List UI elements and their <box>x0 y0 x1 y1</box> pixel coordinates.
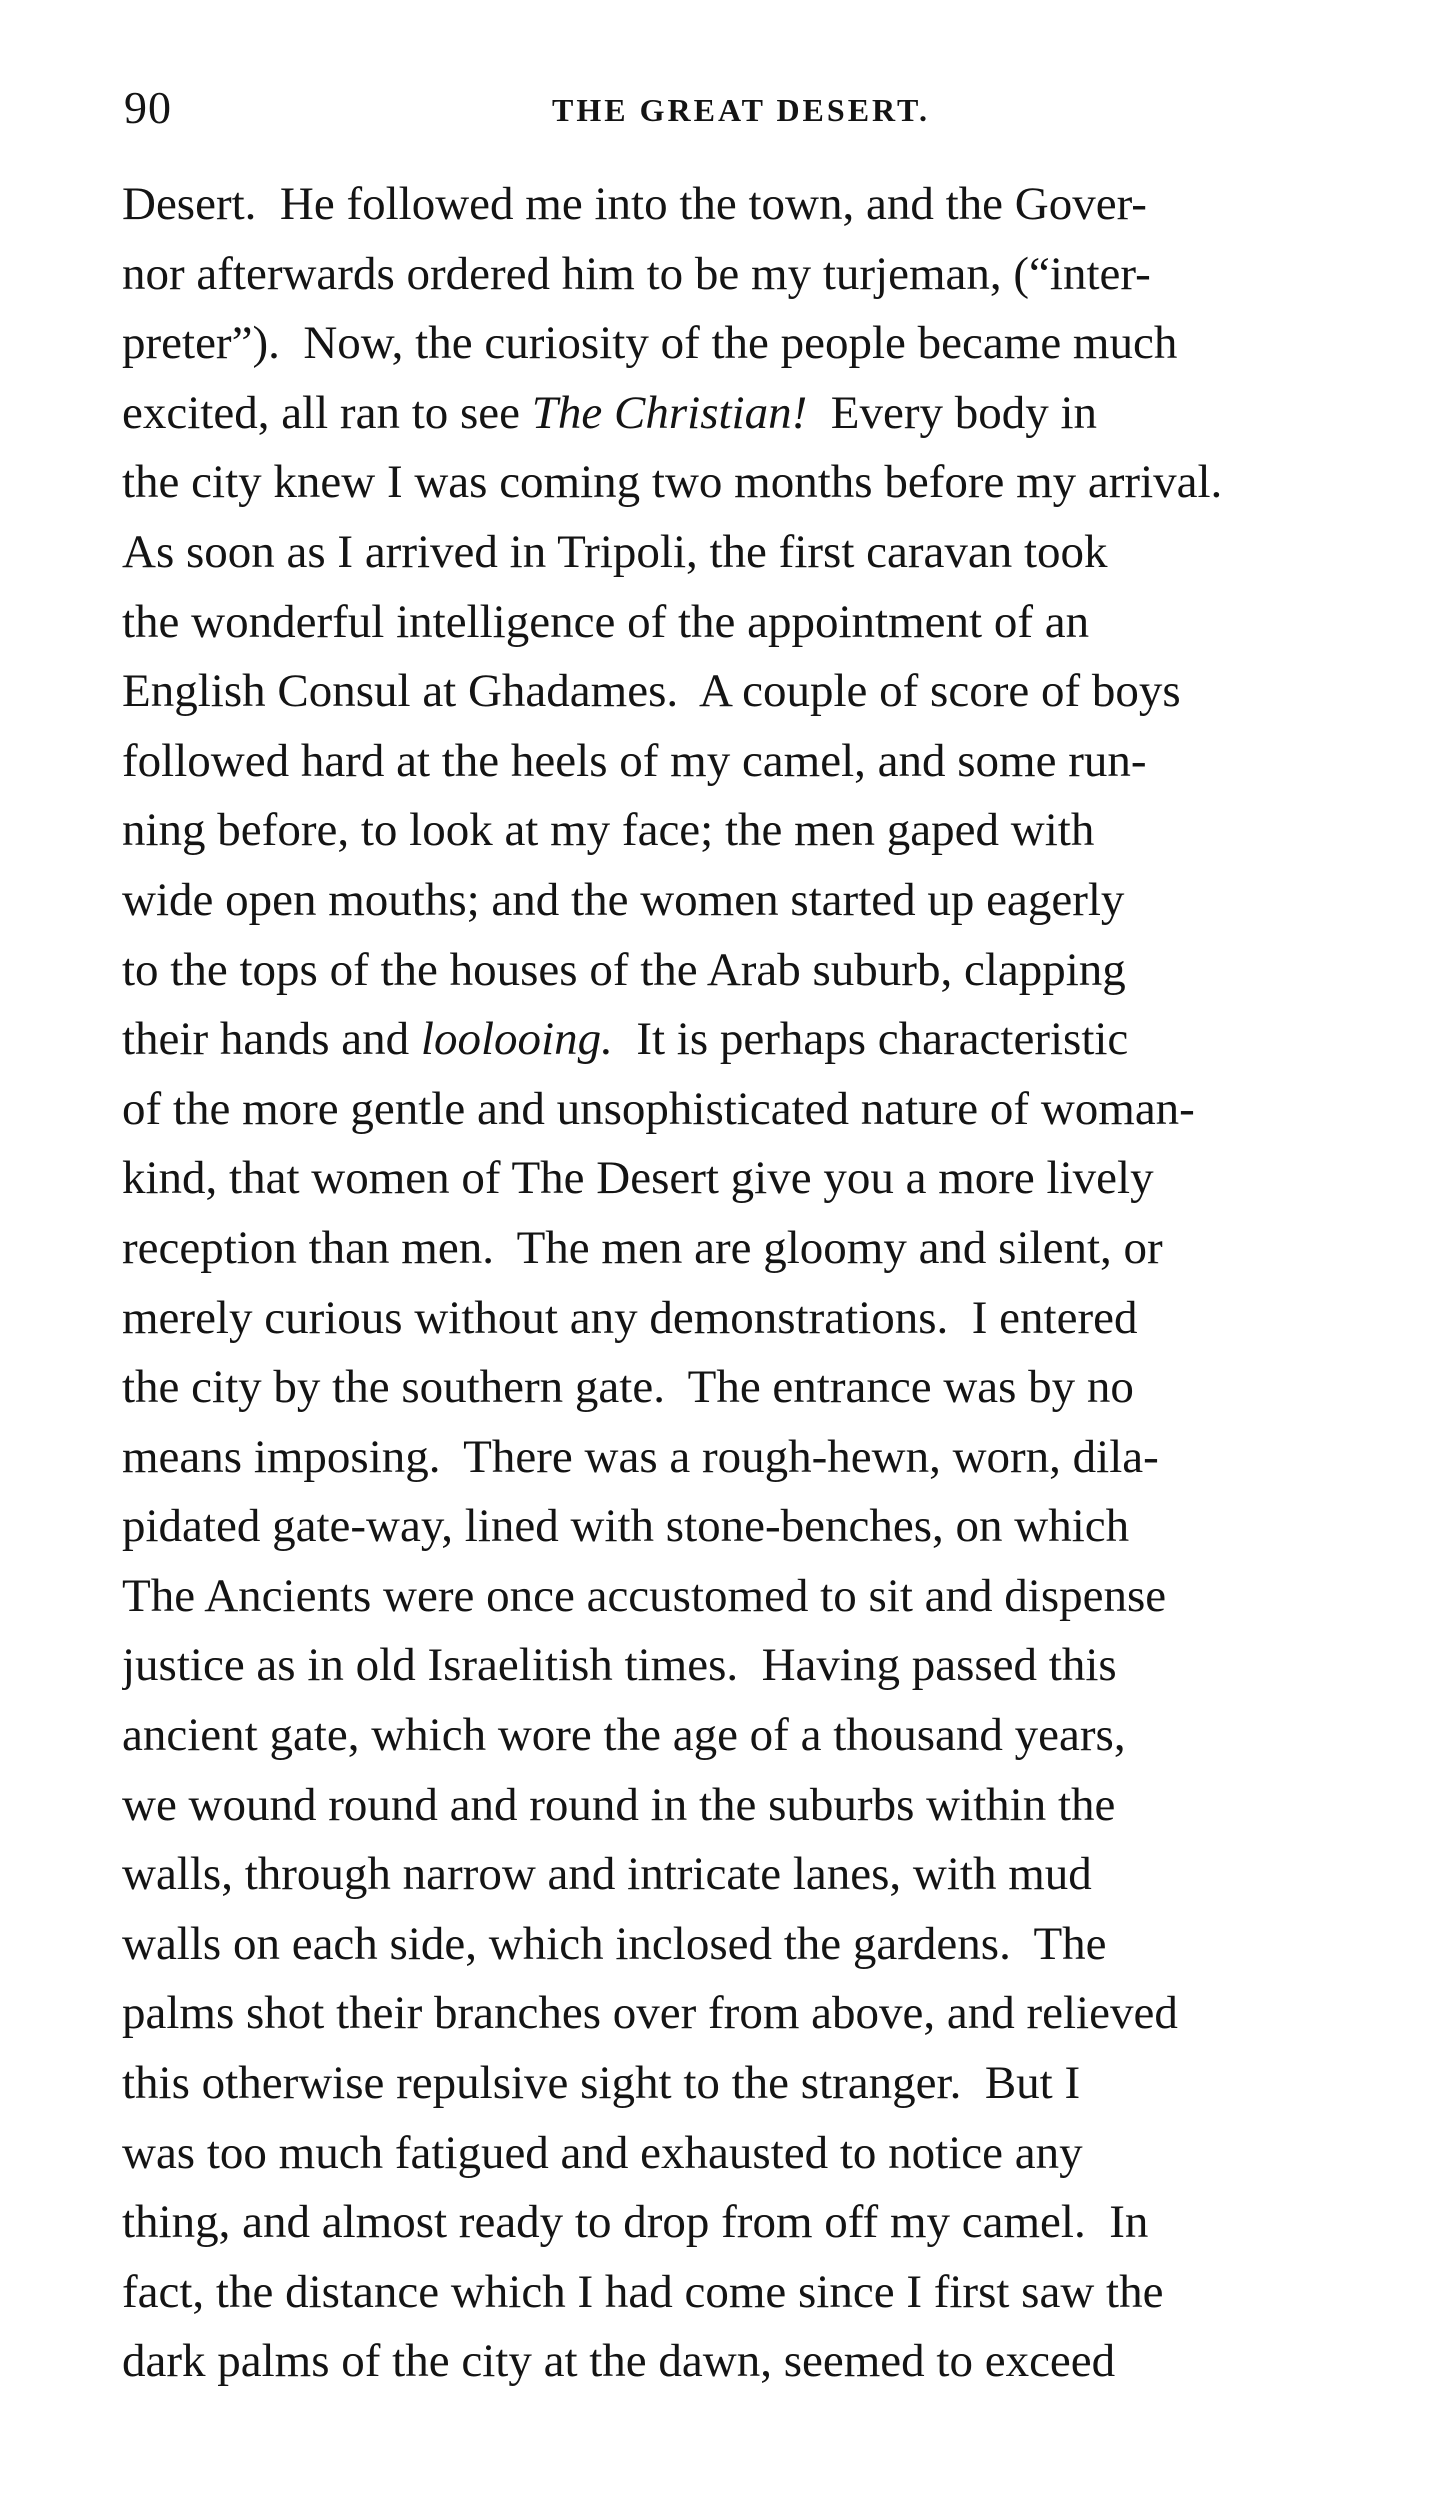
text-segment: of the more gentle and unsophisticated nature of woman- <box>122 1082 1195 1135</box>
text-line <box>122 2327 1364 2397</box>
text-line <box>122 657 1364 727</box>
text-segment: the city knew I was coming two months before my arrival. <box>122 456 1223 509</box>
text-segment: thing, and almost ready to drop from off my camel. In <box>122 2196 1149 2249</box>
text-line <box>122 518 1364 588</box>
text-line <box>122 2188 1364 2258</box>
text-segment: walls on each side, which inclosed the gardens. The <box>122 1917 1107 1970</box>
text-segment: palms shot their branches over from above, and relieved <box>122 1987 1178 2040</box>
text-segment: The Ancients were once accustomed to sit and dispense <box>122 1569 1167 1622</box>
text-line <box>122 727 1364 797</box>
text-segment: ancient gate, which wore the age of a thousand years, <box>122 1709 1126 1762</box>
text-segment: It is perhaps characteristic <box>612 1013 1129 1066</box>
text-segment: fact, the distance which I had come since I first saw the <box>122 2265 1164 2318</box>
text-line <box>122 240 1364 310</box>
text-line <box>122 1005 1364 1075</box>
text-line <box>122 448 1364 518</box>
text-segment: followed hard at the heels of my camel, and some run- <box>122 734 1147 787</box>
text-line <box>122 1771 1364 1841</box>
text-segment: their hands and <box>122 1013 421 1066</box>
text-segment: preter”). Now, the curiosity of the people became much <box>122 317 1178 370</box>
text-segment: reception than men. The men are gloomy and silent, or <box>122 1221 1163 1274</box>
text-line <box>122 1214 1364 1284</box>
text-line <box>122 1840 1364 1910</box>
text-line <box>122 1631 1364 1701</box>
italic-text: The Christian! <box>531 386 808 439</box>
text-segment: merely curious without any demonstrations. I entered <box>122 1291 1138 1344</box>
text-line <box>122 2258 1364 2328</box>
text-line <box>122 1701 1364 1771</box>
text-segment: Every body in <box>807 386 1098 439</box>
text-segment: nor afterwards ordered him to be my turjeman, (“inter- <box>122 247 1151 300</box>
text-segment: pidated gate-way, lined with stone-benches, on which <box>122 1500 1130 1553</box>
text-segment: wide open mouths; and the women started up eagerly <box>122 873 1125 926</box>
text-segment: kind, that women of The Desert give you a more lively <box>122 1152 1154 1205</box>
text-segment: the city by the southern gate. The entrance was by no <box>122 1361 1134 1414</box>
text-segment: As soon as I arrived in Tripoli, the first caravan took <box>122 525 1108 578</box>
text-segment: excited, all ran to see <box>122 386 532 439</box>
text-line <box>122 1492 1364 1562</box>
text-segment: this otherwise repulsive sight to the stranger. But I <box>122 2057 1081 2110</box>
text-segment: the wonderful intelligence of the appointment of an <box>122 595 1090 648</box>
text-segment: we wound round and round in the suburbs within the <box>122 1778 1116 1831</box>
text-line <box>122 2119 1364 2189</box>
text-line <box>122 1979 1364 2049</box>
text-segment: dark palms of the city at the dawn, seemed to exceed <box>122 2335 1116 2388</box>
running-title: THE GREAT DESERT. <box>552 92 930 128</box>
text-segment: Desert. He followed me into the town, and the Gover- <box>122 178 1147 230</box>
text-line <box>122 796 1364 866</box>
text-line <box>122 1910 1364 1980</box>
text-line <box>122 309 1364 379</box>
text-segment: was too much fatigued and exhausted to notice any <box>122 2126 1083 2179</box>
text-line <box>122 1075 1364 1145</box>
text-line <box>122 1562 1364 1632</box>
text-line <box>122 1353 1364 1423</box>
body-text <box>122 170 1364 2397</box>
text-segment: to the tops of the houses of the Arab suburb, clapping <box>122 943 1126 996</box>
running-head <box>124 78 1358 138</box>
text-line <box>122 170 1364 240</box>
text-segment: means imposing. There was a rough-hewn, worn, dila- <box>122 1430 1159 1483</box>
text-line <box>122 1284 1364 1354</box>
text-segment: justice as in old Israelitish times. Having passed this <box>122 1639 1117 1692</box>
text-segment: English Consul at Ghadames. A couple of score of boys <box>122 665 1181 718</box>
text-line <box>122 1423 1364 1493</box>
text-segment: walls, through narrow and intricate lanes, with mud <box>122 1848 1092 1901</box>
text-line <box>122 866 1364 936</box>
text-line <box>122 936 1364 1006</box>
italic-text: loolooing. <box>420 1013 613 1066</box>
text-line <box>122 588 1364 658</box>
text-segment: ning before, to look at my face; the men gaped with <box>122 804 1095 857</box>
text-line <box>122 2049 1364 2119</box>
text-line <box>122 1144 1364 1214</box>
text-line <box>122 379 1364 449</box>
page-number: 90 <box>124 82 172 133</box>
